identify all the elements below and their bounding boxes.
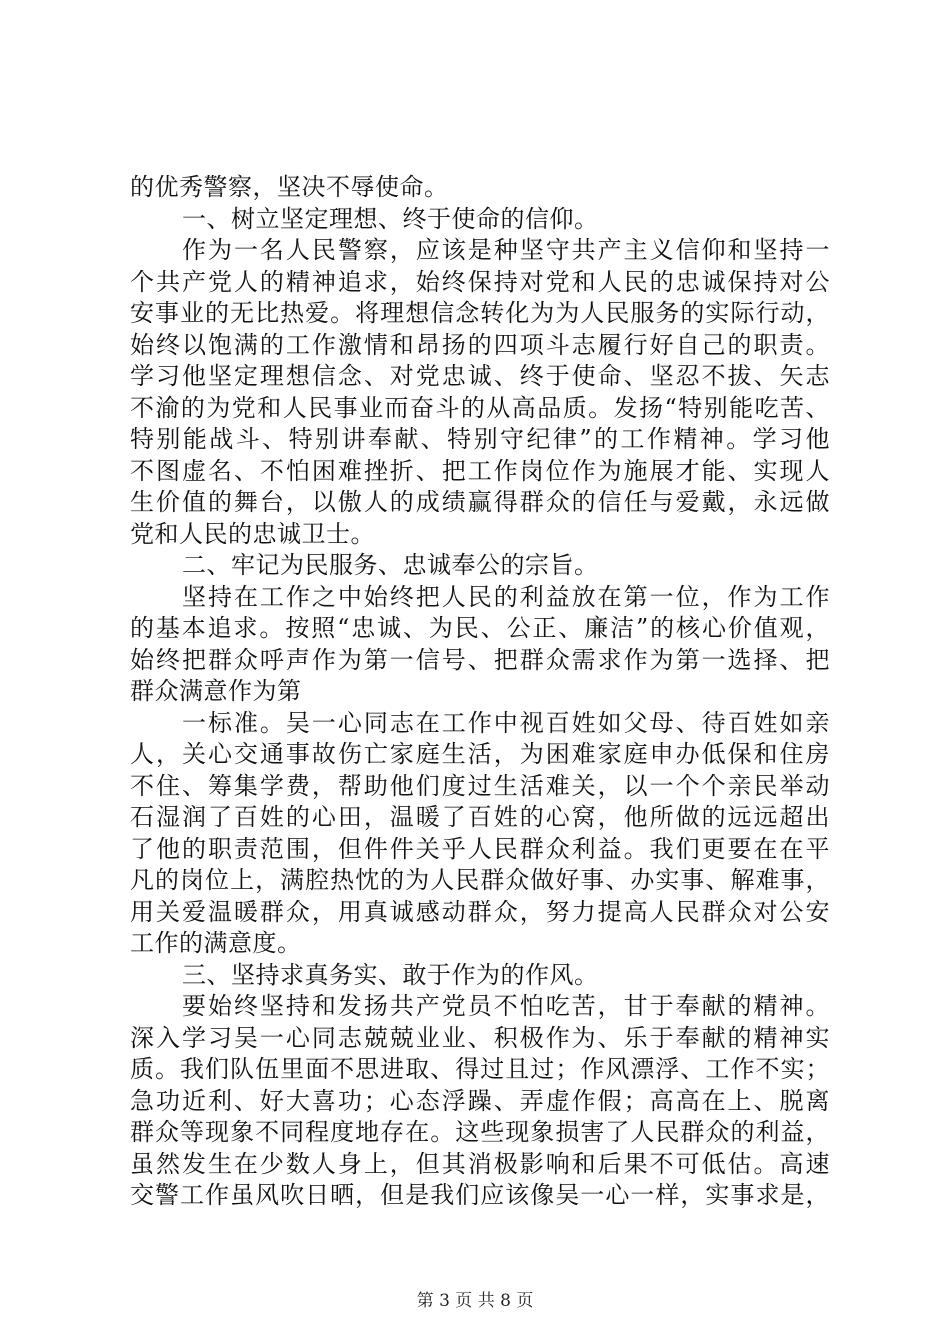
text-line: 的基本追求。按照“忠诚、为民、公正、廉洁”的核心价值观， (130, 614, 830, 642)
text-line: 深入学习吴一心同志兢兢业业、积极作为、乐于奉献的精神实 (130, 1023, 830, 1052)
text-line: 三、坚持求真务实、敢于作为的作风。 (182, 960, 599, 989)
text-line: 不图虚名、不怕困难挫折、把工作岗位作为施展才能、实现人 (130, 456, 830, 485)
text-line: 坚持在工作之中始终把人民的利益放在第一位，作为工作 (182, 582, 830, 611)
text-line: 安事业的无比热爱。将理想信念转化为为人民服务的实际行动， (130, 299, 830, 327)
text-line: 人，关心交通事故伤亡家庭生活，为困难家庭申办低保和住房 (130, 740, 830, 768)
text-line: 党和人民的忠诚卫士。 (130, 519, 375, 548)
text-line: 群众满意作为第 (130, 677, 302, 705)
text-line: 凡的岗位上，满腔热忱的为人民群众做好事、办实事、解难事， (130, 866, 830, 894)
text-line: 始终以饱满的工作激情和昂扬的四项斗志履行好自己的职责。 (130, 330, 830, 359)
text-line: 生价值的舞台，以傲人的成绩赢得群众的信任与爱戴，永远做 (130, 488, 830, 516)
text-line: 不渝的为党和人民事业而奋斗的从高品质。发扬“特别能吃苦、 (130, 393, 830, 422)
text-line: 二、牢记为民服务、忠诚奉公的宗旨。 (182, 551, 599, 579)
text-line: 特别能战斗、特别讲奉献、特别守纪律”的工作精神。学习他 (130, 425, 830, 453)
text-line: 了他的职责范围，但件件关乎人民群众利益。我们更要在在平 (130, 834, 830, 863)
text-line: 石湿润了百姓的心田，温暖了百姓的心窝，他所做的远远超出 (130, 803, 830, 831)
text-line: 要始终坚持和发扬共产党员不怕吃苦，甘于奉献的精神。 (182, 992, 830, 1020)
text-line: 作为一名人民警察，应该是种坚守共产主义信仰和坚持一 (182, 236, 830, 264)
text-line: 个共产党人的精神追求，始终保持对党和人民的忠诚保持对公 (130, 267, 830, 296)
text-line: 的优秀警察，坚决不辱使命。 (130, 173, 449, 201)
text-line: 工作的满意度。 (130, 929, 302, 957)
text-line: 学习他坚定理想信念、对党忠诚、终于使命、坚忍不拔、矢志 (130, 362, 830, 390)
text-line: 虽然发生在少数人身上，但其消极影响和后果不可低估。高速 (130, 1149, 830, 1178)
text-line: 一、树立坚定理想、终于使命的信仰。 (182, 204, 599, 233)
text-line: 交警工作虽风吹日晒，但是我们应该像吴一心一样，实事求是， (130, 1181, 830, 1209)
text-line: 始终把群众呼声作为第一信号、把群众需求作为第一选择、把 (130, 645, 830, 674)
text-line: 群众等现象不同程度地存在。这些现象损害了人民群众的利益， (130, 1118, 830, 1146)
text-line: 一标准。吴一心同志在工作中视百姓如父母、待百姓如亲 (182, 708, 830, 737)
text-line: 急功近利、好大喜功；心态浮躁、弄虚作假；高高在上、脱离 (130, 1086, 830, 1115)
document-body (130, 172, 830, 1212)
page-number-footer: 第 3 页 共 8 页 (416, 1291, 534, 1311)
text-line: 不住、筹集学费，帮助他们度过生活难关，以一个个亲民举动 (130, 771, 830, 800)
text-line: 用关爱温暖群众，用真诚感动群众，努力提高人民群众对公安 (130, 897, 830, 926)
text-line: 质。我们队伍里面不思进取、得过且过；作风漂浮、工作不实； (130, 1055, 830, 1083)
